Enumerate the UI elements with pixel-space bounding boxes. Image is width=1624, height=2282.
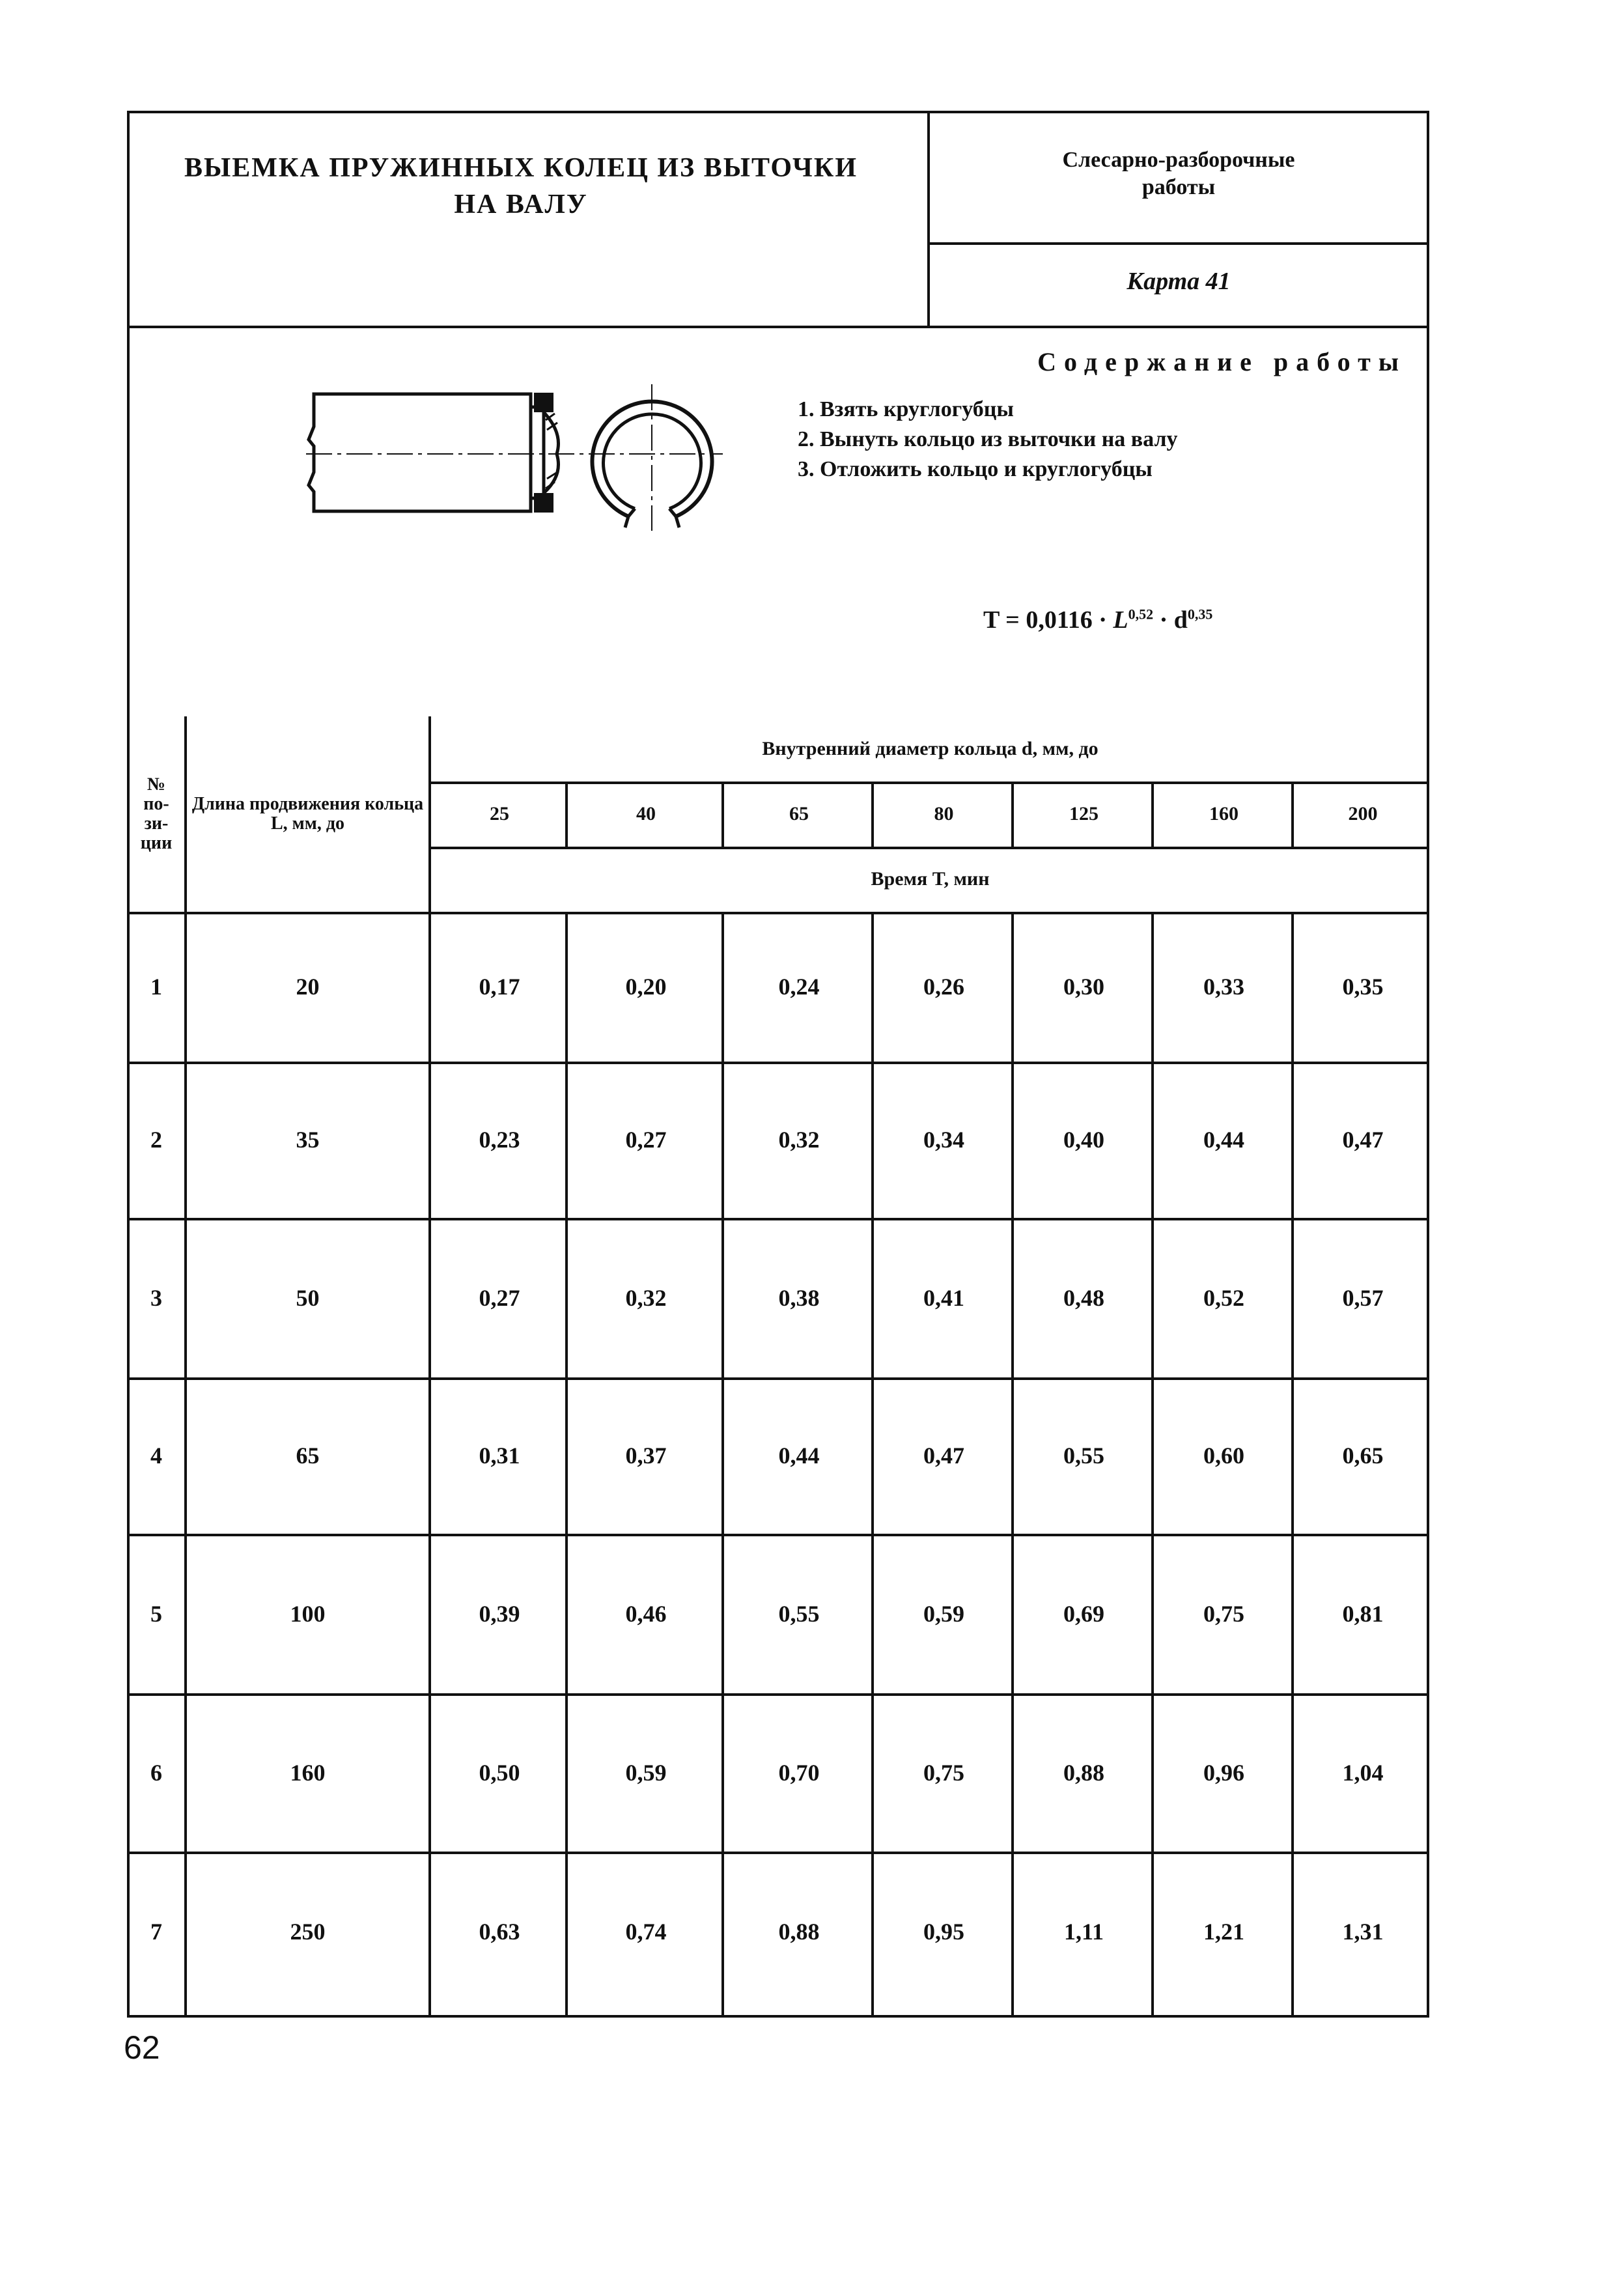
header-bottom-line — [127, 326, 1429, 328]
table-row-length: 35 — [296, 1127, 320, 1153]
diameter-value: 25 — [490, 803, 509, 824]
work-steps-list — [798, 395, 1384, 485]
table-row-position: 2 — [150, 1127, 162, 1153]
table-cell-time: 0,47 — [923, 1443, 964, 1469]
page-number: 62 — [124, 2029, 160, 2066]
table-cell-time: 0,46 — [625, 1600, 667, 1627]
content-heading: Содержание работы — [1037, 347, 1407, 376]
diameter-value: 200 — [1348, 803, 1378, 824]
table-row-position: 3 — [150, 1284, 162, 1311]
table-cell-time: 0,37 — [625, 1443, 667, 1469]
table-cell-time: 0,57 — [1342, 1284, 1384, 1311]
diameter-value: 125 — [1069, 803, 1099, 824]
formula-l: L — [1113, 606, 1128, 634]
table-row-position: 5 — [150, 1600, 162, 1627]
table-row-length: 50 — [296, 1284, 320, 1311]
page-title — [163, 150, 879, 223]
work-step: 2. Вынуть кольцо из выточки на валу — [798, 427, 1178, 451]
diameter-value: 40 — [636, 803, 656, 824]
table-cell-time: 0,40 — [1063, 1127, 1104, 1153]
table-cell-time: 0,38 — [778, 1284, 820, 1311]
table-cell-time: 0,70 — [778, 1759, 820, 1786]
table-cell-time: 0,65 — [1342, 1443, 1384, 1469]
diameter-value: 80 — [934, 803, 954, 824]
table-cell-time: 1,04 — [1342, 1759, 1384, 1786]
table-cell-time: 0,52 — [1203, 1284, 1244, 1311]
table-cell-time: 0,44 — [1203, 1127, 1244, 1153]
table-cell-time: 0,88 — [778, 1918, 820, 1945]
table-cell-time: 0,75 — [1203, 1600, 1244, 1627]
work-step: 3. Отложить кольцо и круглогубцы — [798, 457, 1153, 481]
table-cell-time: 0,75 — [923, 1759, 964, 1786]
title-line-1: ВЫЕМКА ПРУЖИННЫХ КОЛЕЦ ИЗ ВЫТОЧКИ — [184, 153, 858, 183]
table-cell-time: 0,27 — [625, 1127, 667, 1153]
table-cell-time: 1,21 — [1203, 1918, 1244, 1945]
table-row-position: 7 — [150, 1918, 162, 1945]
table-cell-time: 0,59 — [625, 1759, 667, 1786]
table-row-length: 65 — [296, 1443, 320, 1469]
title-line-2: НА ВАЛУ — [454, 190, 588, 219]
diameter-value: 160 — [1209, 803, 1239, 824]
table-row-length: 100 — [290, 1600, 326, 1627]
time-header: Время T, мин — [871, 868, 990, 890]
table-cell-time: 0,35 — [1342, 974, 1384, 1000]
card-number: Карта 41 — [1127, 268, 1231, 295]
table-cell-time: 0,48 — [1063, 1284, 1104, 1311]
category-line-2: работы — [1141, 175, 1216, 199]
table-cell-time: 0,74 — [625, 1918, 667, 1945]
table-cell-time: 1,31 — [1342, 1918, 1384, 1945]
table-cell-time: 0,26 — [923, 974, 964, 1000]
table-cell-time: 0,30 — [1063, 974, 1104, 1000]
table-cell-time: 0,88 — [1063, 1759, 1104, 1786]
table-row-position: 6 — [150, 1759, 162, 1786]
column-header-length: Длина продвижения кольца L, мм, до — [191, 794, 424, 834]
formula-l-exponent: 0,52 — [1128, 606, 1154, 623]
table-cell-time: 0,50 — [479, 1759, 520, 1786]
table-cell-time: 0,55 — [1063, 1443, 1104, 1469]
table-cell-time: 0,17 — [479, 974, 520, 1000]
table-cell-time: 0,27 — [479, 1284, 520, 1311]
header-category-divider — [927, 242, 1429, 245]
table-cell-time: 0,20 — [625, 974, 667, 1000]
table-cell-time: 0,39 — [479, 1600, 520, 1627]
table-cell-time: 0,55 — [778, 1600, 820, 1627]
table-row-length: 160 — [290, 1759, 326, 1786]
table-row-length: 250 — [290, 1918, 326, 1945]
column-header-position: № по-зи-ции — [140, 774, 173, 853]
table-cell-time: 0,81 — [1342, 1600, 1384, 1627]
table-cell-time: 0,24 — [778, 974, 820, 1000]
table-cell-time: 0,32 — [778, 1127, 820, 1153]
table-row-length: 20 — [296, 974, 320, 1000]
formula-d-exponent: 0,35 — [1187, 606, 1213, 623]
table-cell-time: 0,32 — [625, 1284, 667, 1311]
table-cell-time: 1,11 — [1063, 1918, 1104, 1945]
table-cell-time: 0,63 — [479, 1918, 520, 1945]
diameter-value: 65 — [789, 803, 809, 824]
formula-d: · d — [1153, 606, 1188, 634]
table-cell-time: 0,41 — [923, 1284, 964, 1311]
table-cell-time: 0,60 — [1203, 1443, 1244, 1469]
category-line-1: Слесарно-разборочные — [1062, 148, 1295, 172]
diameter-header: Внутренний диаметр кольца d, мм, до — [762, 738, 1099, 759]
work-step: 1. Взять круглогубцы — [798, 397, 1014, 421]
table-cell-time: 0,44 — [778, 1443, 820, 1469]
formula-prefix: T = 0,0116 · — [983, 606, 1113, 634]
table-cell-time: 0,96 — [1203, 1759, 1244, 1786]
table-cell-time: 0,47 — [1342, 1127, 1384, 1153]
table-cell-time: 0,23 — [479, 1127, 520, 1153]
table-row-position: 4 — [150, 1443, 162, 1469]
table-cell-time: 0,34 — [923, 1127, 964, 1153]
work-category — [931, 147, 1426, 201]
table-row-position: 1 — [150, 974, 162, 1000]
header-divider — [927, 111, 930, 328]
time-formula — [983, 606, 1374, 634]
table-cell-time: 0,31 — [479, 1443, 520, 1469]
table-cell-time: 0,69 — [1063, 1600, 1104, 1627]
table-cell-time: 0,33 — [1203, 974, 1244, 1000]
shaft-ring-drawing-icon — [306, 381, 723, 531]
table-cell-time: 0,59 — [923, 1600, 964, 1627]
table-cell-time: 0,95 — [923, 1918, 964, 1945]
